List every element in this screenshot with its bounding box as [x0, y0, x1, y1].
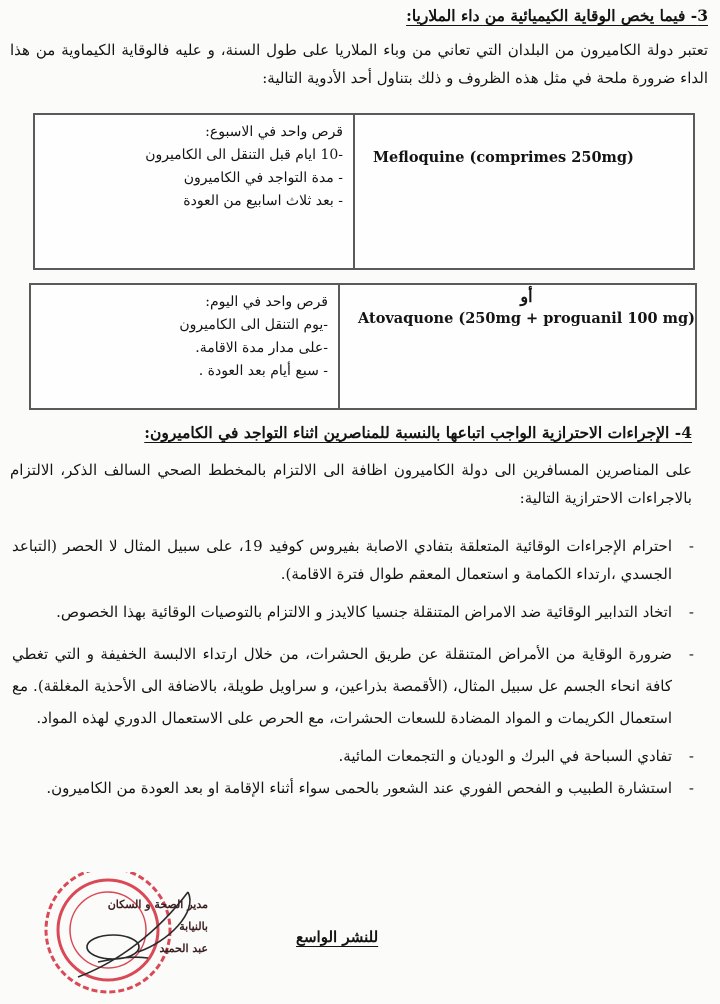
measure-item	[12, 742, 694, 770]
bullet-dash: -	[688, 603, 694, 621]
bullet-dash: -	[688, 779, 694, 797]
bullet-dash: -	[688, 747, 694, 765]
closing-note: للنشر الواسع	[296, 928, 379, 946]
drug-table-mefloquine	[33, 113, 695, 270]
section-3-heading: 3- فيما يخص الوقاية الكيميائية من داء الملاريا:	[406, 6, 708, 25]
official-stamp	[38, 872, 208, 1000]
section-4-heading: 4- الإجراءات الاحترازية الواجب اتباعها بالنسبة للمناصرين اثناء التواجد في الكاميرون:	[144, 423, 692, 442]
drug-table-atovaquone	[29, 283, 697, 410]
dose-schedule-cell	[34, 114, 354, 269]
dose-line: -10 ايام قبل التنقل الى الكاميرون	[145, 147, 343, 163]
stamp-line: مدير الصحة و السكان	[107, 898, 208, 911]
measure-text: ضرورة الوقاية من الأمراض المتنقلة عن طريق الحشرات، من خلال ارتداء الالبسة الخفيفة و التي تغطي كافة انحاء الجسم عل سبيل المثال، (الأقمصة بذراعين، و سراويل طويلة، بالاضافة الى الأحذية المغلقة). مع استعمال الكريمات و المواد المضادة للسعات الحشرات، مع الحرص على الاستعمال الدوري لهذه المواد.	[12, 645, 672, 727]
dose-title: قرص واحد في الاسبوع:	[205, 124, 343, 140]
dose-schedule-cell	[30, 284, 339, 409]
measure-text: اتخاد التدابير الوقائية ضد الامراض المتنقلة جنسيا كالايدز و الالتزام بالتوصيات الوقائية بهذا الخصوص.	[56, 603, 672, 621]
drug-name: Atovaquone (250mg + proguanil 100 mg)	[358, 310, 695, 327]
or-separator: أو	[520, 287, 533, 306]
measure-text: استشارة الطبيب و الفحص الفوري عند الشعور بالحمى سواء أثناء الإقامة او بعد العودة من الكاميرون.	[46, 779, 672, 797]
dose-title: قرص واحد في اليوم:	[205, 294, 328, 310]
dose-line: - بعد ثلاث اسابيع من العودة	[183, 193, 343, 209]
drug-name: Mefloquine (comprimes 250mg)	[373, 149, 634, 166]
measure-item	[12, 598, 694, 626]
section-4-intro: على المناصرين المسافرين الى دولة الكاميرون اظافة الى الالتزام بالمخطط الصحي السالف الذكر، الالتزام بالاجراءات الاحترازية التالية:	[10, 461, 692, 507]
bullet-dash: -	[688, 537, 694, 555]
dose-line: - سبع أيام بعد العودة .	[198, 363, 328, 379]
measure-item	[12, 774, 694, 802]
measure-text: احترام الإجراءات الوقائية المتعلقة بتفادي الاصابة بفيروس كوفيد 19، على سبيل المثال لا الحصر (التباعد الجسدي ،ارتداء الكمامة و استعمال المعقم طوال فترة الاقامة).	[12, 537, 672, 583]
stamp-text	[108, 894, 208, 960]
bullet-dash: -	[688, 645, 694, 663]
measure-item	[12, 638, 694, 734]
dose-line: -على مدار مدة الاقامة.	[195, 340, 328, 356]
drug-name-cell	[339, 284, 696, 409]
stamp-line: بالنيابة	[179, 920, 208, 933]
stamp-line: عبد الحميد	[159, 942, 208, 955]
section-3-intro: تعتبر دولة الكاميرون من البلدان التي تعاني من وباء الملاريا على طول السنة، و عليه فالوقاية الكيماوية من هذا الداء ضرورة ملحة في مثل هذه الظروف و ذلك بتناول أحد الأدوية التالية:	[10, 41, 708, 87]
precaution-measures-list	[12, 532, 694, 802]
dose-line: - مدة التواجد في الكاميرون	[183, 170, 343, 186]
drug-name-cell	[354, 114, 694, 269]
dose-line: -يوم التنقل الى الكاميرون	[179, 317, 328, 333]
measure-text: تفادي السباحة في البرك و الوديان و التجمعات المائية.	[338, 747, 672, 765]
measure-item	[12, 532, 694, 588]
